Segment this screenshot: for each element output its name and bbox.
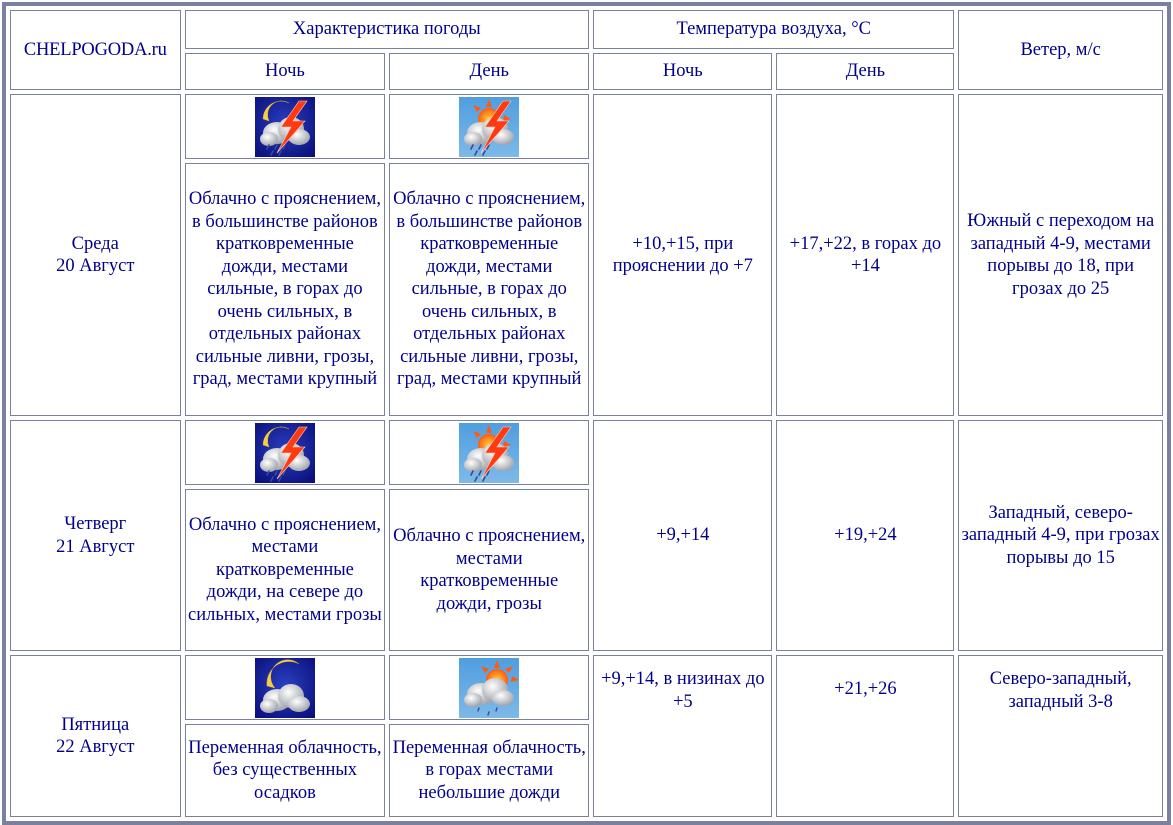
- date-cell: [10, 420, 181, 651]
- date: 20 Август: [56, 256, 135, 276]
- forecast-row: [10, 655, 1163, 720]
- wind-description: Южный с переходом на западный 4-9, местами порывы до 18, при грозах до 25: [958, 94, 1163, 416]
- date-cell: [10, 655, 181, 817]
- night-temperature: +9,+14: [593, 420, 772, 651]
- forecast-row: [10, 420, 1163, 485]
- cloud-sun-thunderstorm-rain-icon: [459, 423, 519, 483]
- night-temperature: +9,+14, в низинах до +5: [593, 655, 772, 817]
- day-temperature: +17,+22, в горах до +14: [776, 94, 954, 416]
- cloud-sun-thunderstorm-rain-icon: [459, 97, 519, 157]
- temp-night-header: Ночь: [593, 53, 772, 90]
- date: 21 Август: [56, 536, 135, 557]
- weather-night-header: Ночь: [185, 53, 386, 90]
- wind-header: Ветер, м/с: [958, 10, 1163, 90]
- weekday: Пятница: [61, 714, 130, 735]
- night-icon-cell: [185, 94, 386, 159]
- forecast-table: [2, 2, 1171, 825]
- day-description: Облачно с прояснением, местами кратковременные дожди, грозы: [389, 489, 589, 651]
- cloud-sun-light-rain-icon: [459, 658, 519, 718]
- wind-description: Северо-западный, западный 3-8: [958, 655, 1163, 817]
- forecast-row: [10, 94, 1163, 159]
- day-temperature: +19,+24: [776, 420, 954, 651]
- night-temperature: +10,+15, при прояснении до +7: [593, 94, 772, 416]
- night-icon-cell: [185, 655, 386, 720]
- night-description: Облачно с прояснением, в большинстве районов кратковременные дожди, местами сильные, в горах до очень сильных, в отдельных районах сильные ливни, грозы, град, местами крупный: [185, 163, 386, 416]
- day-icon-cell: [389, 655, 589, 720]
- air-temperature-header: Температура воздуха, °C: [593, 10, 954, 49]
- day-icon-cell: [389, 94, 589, 159]
- date: 22 Август: [56, 737, 135, 757]
- weekday: Четверг: [64, 514, 127, 534]
- night-description: Облачно с прояснением, местами кратковременные дожди, на севере до сильных, местами грозы: [185, 489, 386, 651]
- cloud-moon-thunderstorm-rain-icon: [255, 97, 315, 157]
- site-brand: CHELPOGODA.ru: [10, 10, 181, 90]
- wind-description: Западный, северо-западный 4-9, при грозах порывы до 15: [958, 420, 1163, 651]
- date-cell: [10, 94, 181, 416]
- weekday: Среда: [71, 233, 119, 254]
- temp-day-header: День: [776, 53, 954, 90]
- day-temperature: +21,+26: [776, 655, 954, 817]
- weather-characteristics-header: Характеристика погоды: [185, 10, 590, 49]
- cloud-moon-icon: [255, 658, 315, 718]
- cloud-moon-thunderstorm-rain-icon: [255, 423, 315, 483]
- day-description: Переменная облачность, в горах местами небольшие дожди: [389, 724, 589, 817]
- night-icon-cell: [185, 420, 386, 485]
- day-description: Облачно с прояснением, в большинстве районов кратковременные дожди, местами сильные, в горах до очень сильных, в отдельных районах сильные ливни, грозы, град, местами крупный: [389, 163, 589, 416]
- night-description: Переменная облачность, без существенных осадков: [185, 724, 386, 817]
- day-icon-cell: [389, 420, 589, 485]
- weather-day-header: День: [389, 53, 589, 90]
